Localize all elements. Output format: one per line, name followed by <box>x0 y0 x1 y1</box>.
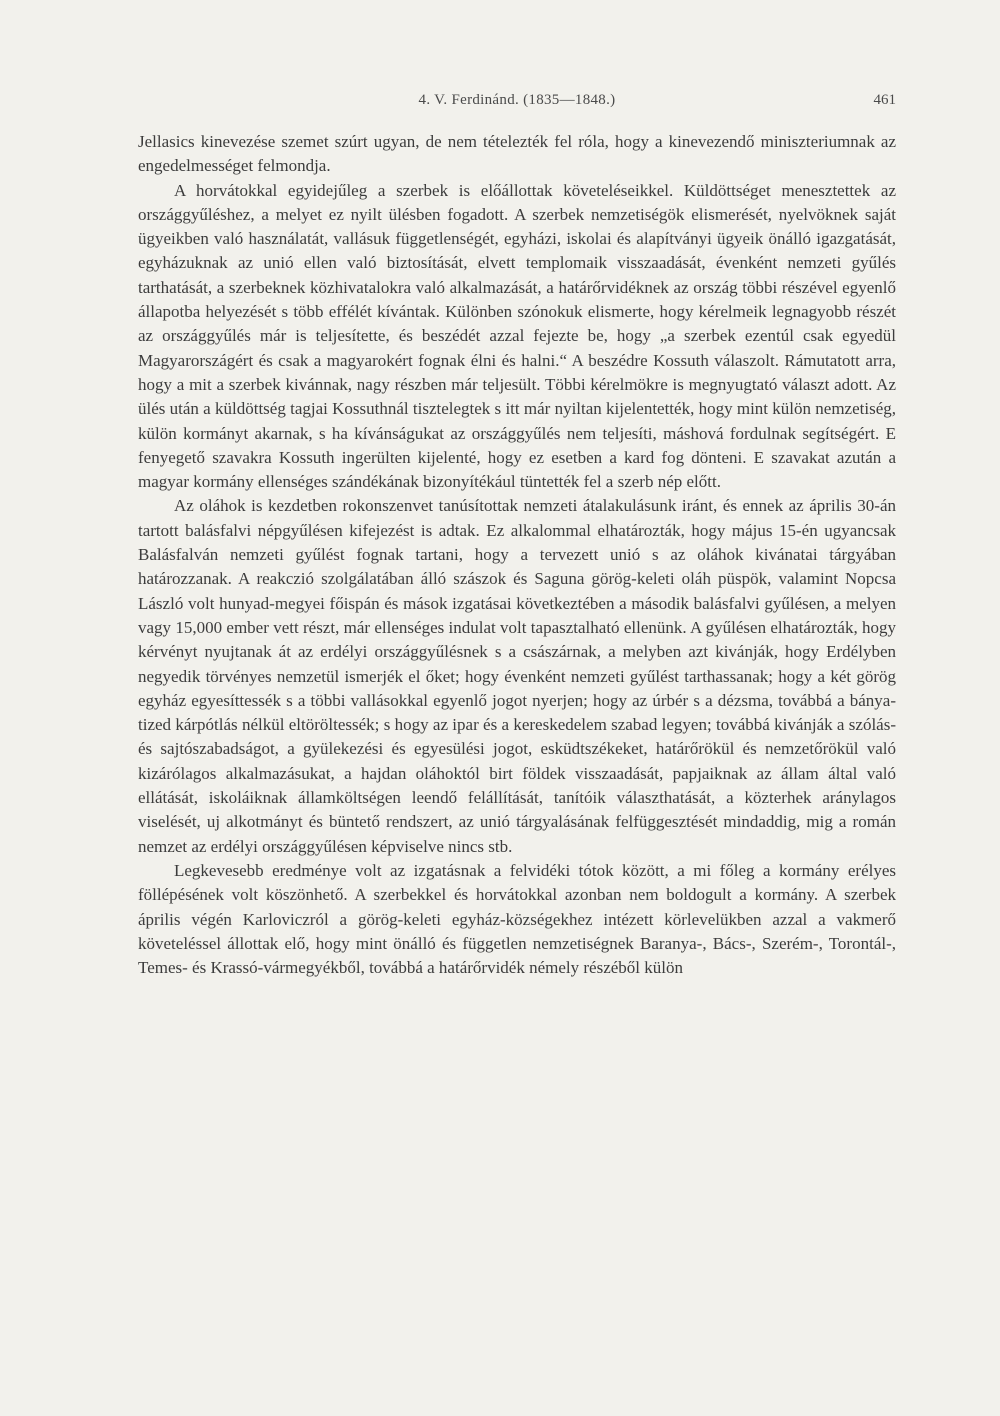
paragraph-2: A horvátokkal egyidejűleg a szerbek is előállottak követeléseikkel. Küldöttséget menesztettek az országgyűléshez, a melyet ez nyilt ülésben fogadott. A szerbek nemzetiségök elismerését, nyelvöknek saját ügyeikben való használatát, vallásuk függetlenségét, egyházi, iskolai és alapítványi ügyeik önálló igazgatását, egyházuknak az unió ellen való biztosítását, elvett templomaik visszaadását, évenként nemzeti gyűlés tarthatását, a szerbeknek közhivatalokra való alkalmazását, a határőrvidéknek az ország többi részével egyenlő állapotba helyezését s több effélét kívántak. Különben szónokuk elismerte, hogy kérelmeik legnagyobb részét az országgyűlés már is teljesítette, és beszédét azzal fejezte be, hogy „a szerbek ezentúl csak egyedül Magyarországért és csak a magyarokért fognak élni és halni.“ A beszédre Kossuth válaszolt. Rámutatott arra, hogy a mit a szerbek kivánnak, nagy részben már teljesült. Többi kérelmökre is megnyugtató választ adott. Az ülés után a küldöttség tagjai Kossuthnál tisztelegtek s itt már nyiltan kijelentették, hogy mint külön nemzetiség, külön kormányt akarnak, s ha kívánságukat az országgyűlés nem teljesíti, máshová fordulnak segítségért. E fenyegető szavakra Kossuth ingerülten kijelenté, hogy ez esetben a kard fog dönteni. E szavakat azután a magyar kormány ellenséges szándékának bizonyítékául tüntették fel a szerb nép előtt. <box>138 180 896 492</box>
page-number: 461 <box>873 92 896 108</box>
body-text <box>138 130 896 980</box>
paragraph-4: Legkevesebb eredménye volt az izgatásnak a felvidéki tótok között, a mi főleg a kormány erélyes föllépésének volt köszönhető. A szerbekkel és horvátokkal azonban nem boldogult a kormány. A szerbek április végén Karloviczról a görög-keleti egyház-községekhez intézett körlevelükben azzal a vakmerő követeléssel állottak elő, hogy mint önálló és független nemzetiségnek Baranya-, Bács-, Szerém-, Torontál-, Temes- és Krassó-vármegyékből, továbbá a határőrvidék némely részéből külön <box>138 860 896 978</box>
running-title: 4. V. Ferdinánd. (1835—1848.) <box>418 92 616 108</box>
page-header <box>138 92 896 112</box>
paragraph-1: Jellasics kinevezése szemet szúrt ugyan, de nem tételezték fel róla, hogy a kinevezendő miniszteriumnak az engedelmességet felmondja. <box>138 132 896 176</box>
paragraph-3: Az oláhok is kezdetben rokonszenvet tanúsítottak nemzeti átalakulásunk iránt, és ennek az április 30-án tartott balásfalvi népgyűlésen kifejezést is adtak. Ez alkalommal elhatározták, hogy május 15-én ugyancsak Balásfalván nemzeti gyűlést fognak tartani, hogy a tervezett unió s az oláhok kivánatai tárgyában határozzanak. A reakczió szolgálatában álló szászok és Saguna görög-keleti oláh püspök, valamint Nopcsa László volt hunyad-megyei főispán és mások izgatásai következtében a második balásfalvi gyűlésen, a melyen vagy 15,000 ember vett részt, már ellenséges indulat volt tapasztalható ellenünk. A gyűlésen elhatározták, hogy kérvényt nyujtanak át az erdélyi országgyűlésnek s a császárnak, a melyben azt kivánják, hogy Erdélyben negyedik törvényes nemzetül ismerjék el őket; hogy évenként nemzeti gyűlést tarthassanak; hogy a két görög egyház egyesíttessék s a többi vallásokkal egyenlő jogot nyerjen; hogy az úrbér s a dézsma, továbbá a bánya-tized kárpótlás nélkül eltöröltessék; s hogy az ipar és a kereskedelem szabad legyen; továbbá kivánják a szólás- és sajtószabadságot, a gyülekezési és egyesülési jogot, esküdtszékeket, határőrökül és nemzetőrökül való kizárólagos alkalmazásukat, a hajdan oláhoktól birt földek visszaadását, papjaiknak az állam által való ellátását, iskoláiknak államköltségen leendő felállítását, tanítóik választhatását, a közterhek aránylagos viselését, uj alkotmányt és büntető rendszert, az unió tárgyalásának felfüggesztését mindaddig, mig a román nemzet az erdélyi országgyűlésen képviselve nincs stb. <box>138 496 896 856</box>
